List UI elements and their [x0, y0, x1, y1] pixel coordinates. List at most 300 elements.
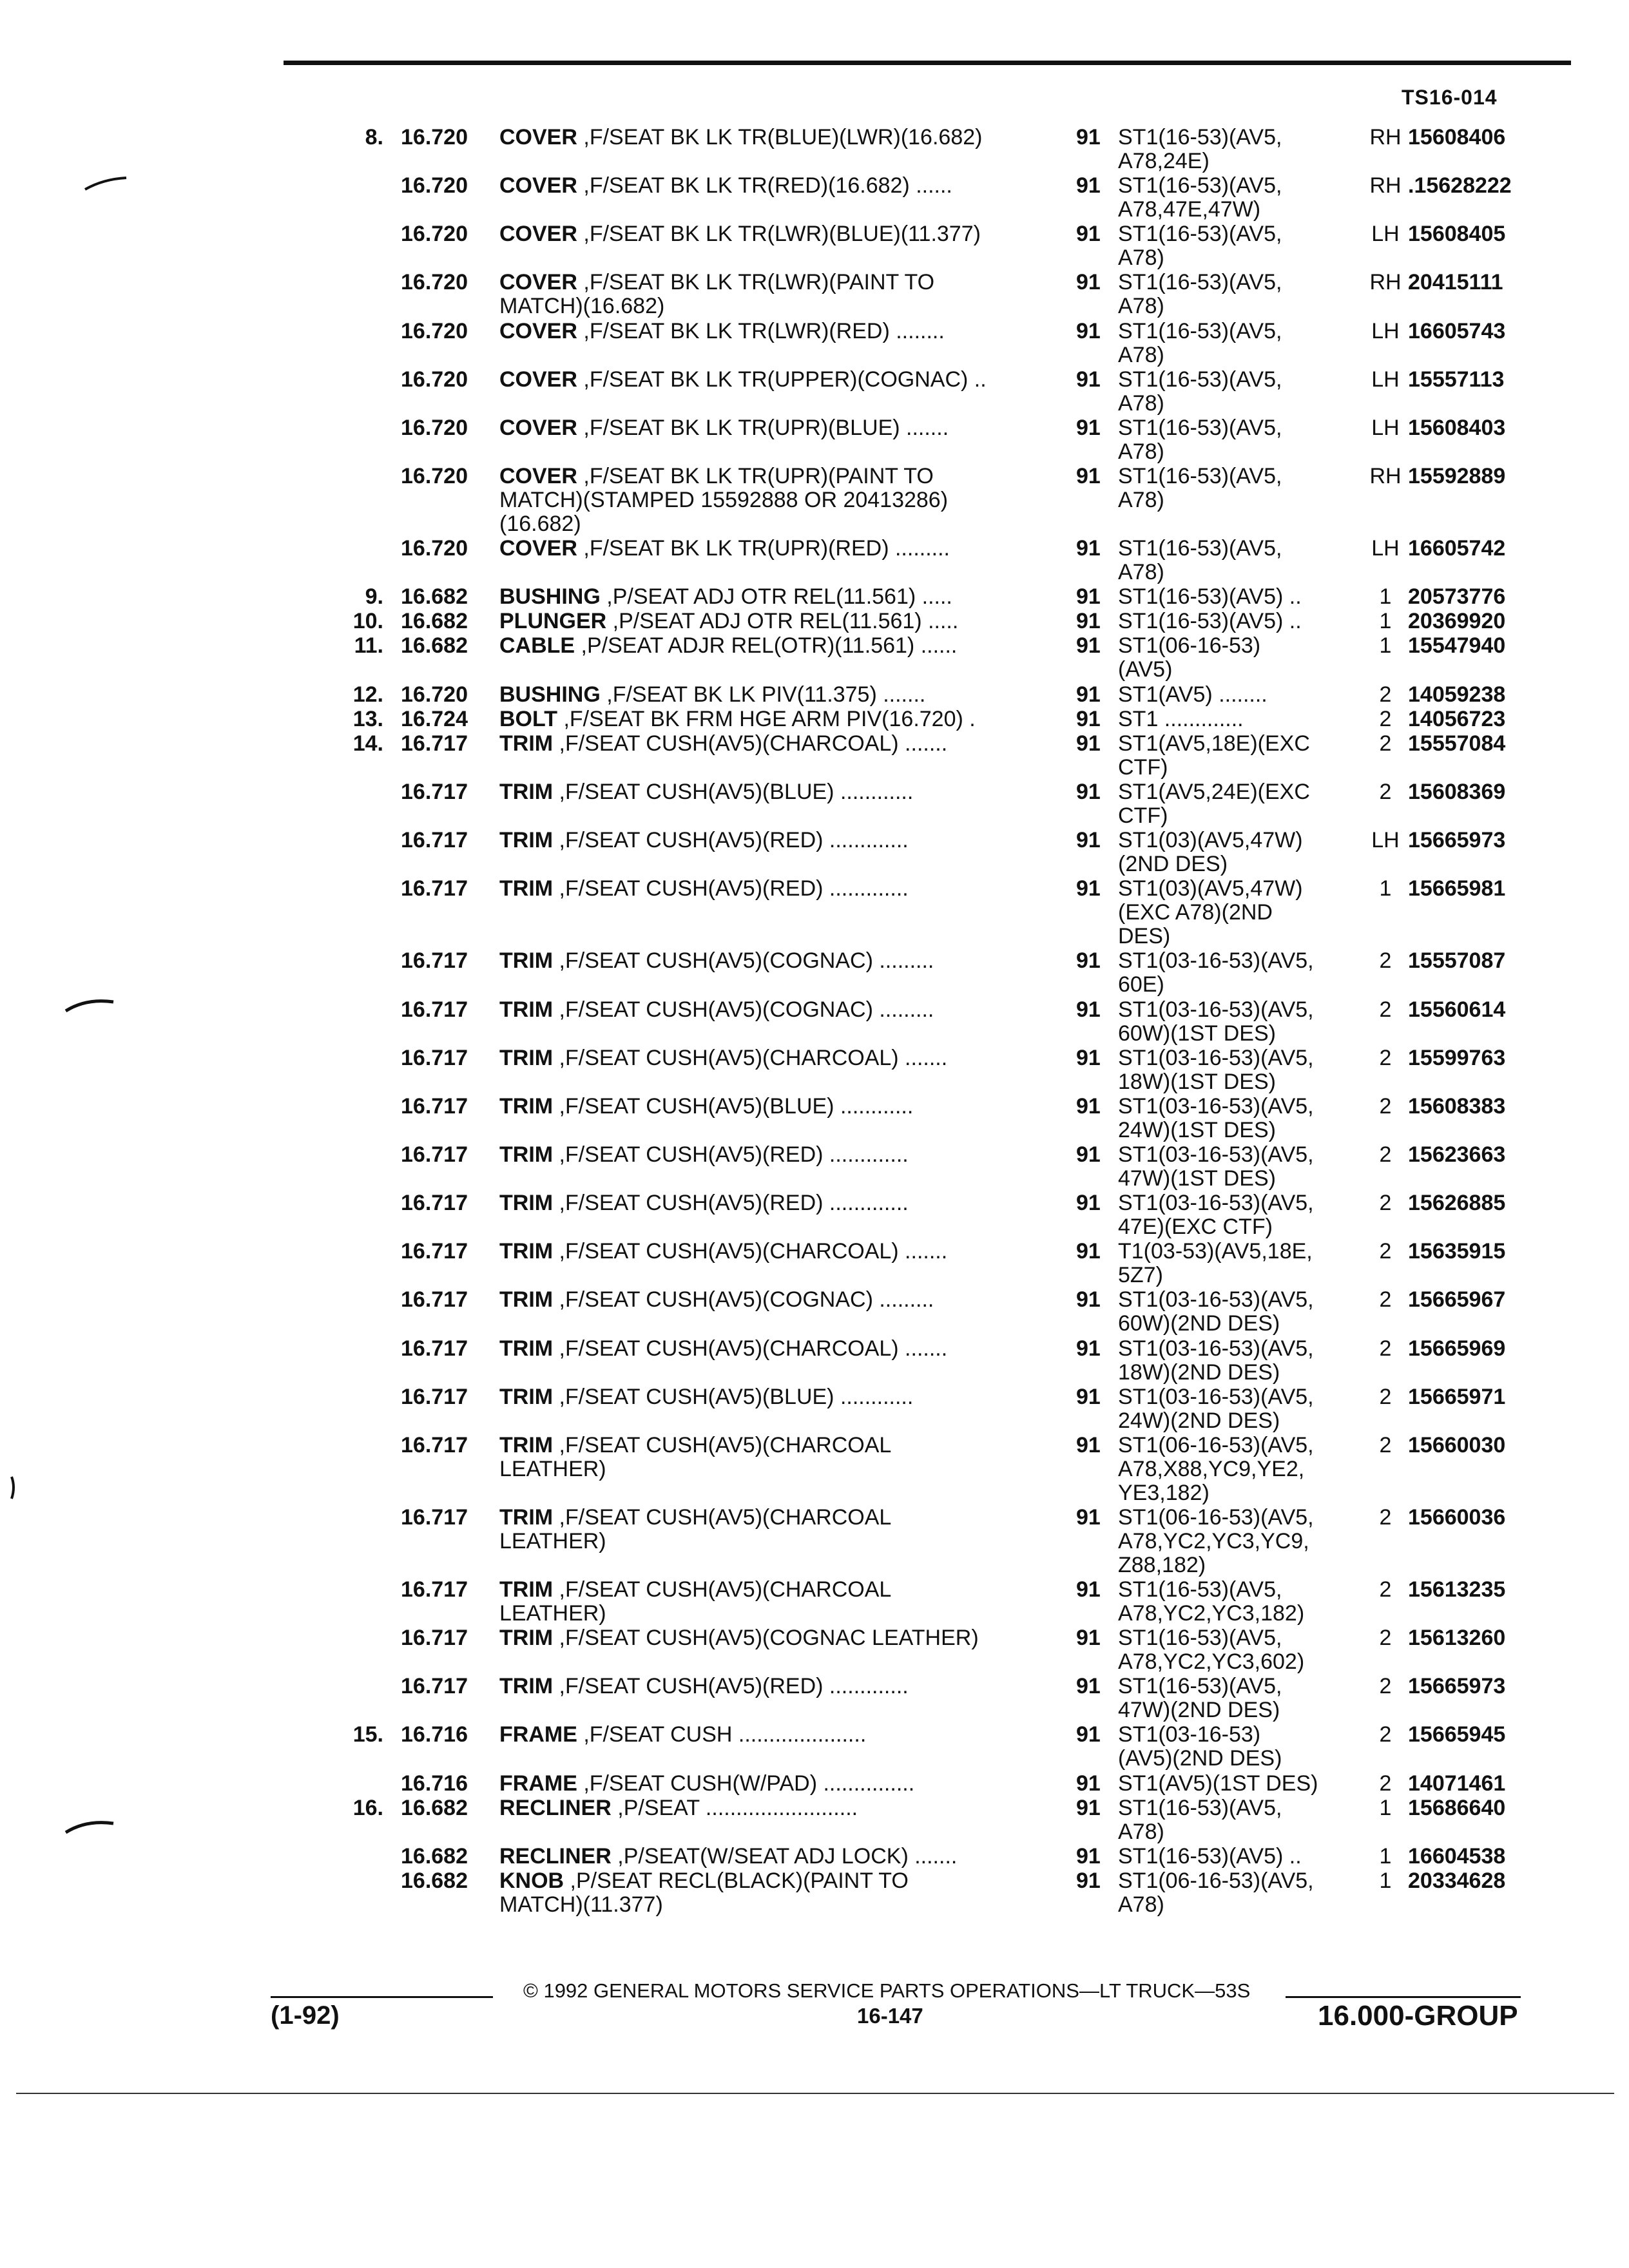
footer-rule-left: [271, 1996, 493, 1998]
part-row: [0, 1675, 1629, 1722]
part-row: [0, 465, 1629, 536]
usage-code: ST1(16-53)(AV5) ..: [1118, 1843, 1302, 1869]
catalog-code: 91: [1076, 1093, 1101, 1119]
part-detail: ,F/SEAT CUSH .....................: [577, 1722, 867, 1747]
group-number: 16.720: [401, 318, 468, 343]
quantity: 2: [1379, 997, 1392, 1022]
quantity: LH: [1371, 318, 1400, 343]
part-description: [499, 780, 1041, 804]
group-number: 16.717: [401, 1336, 468, 1361]
page-number: 16-147: [857, 2004, 923, 2028]
part-number: .15628222: [1408, 173, 1512, 198]
part-name: BUSHING: [499, 584, 601, 610]
catalog-code: 91: [1076, 1384, 1101, 1409]
usage-code: ST1(16-53)(AV5, A78): [1118, 270, 1282, 319]
part-detail: ,F/SEAT BK LK TR(LWR)(RED) ........: [577, 318, 945, 343]
part-detail: ,P/SEAT .........................: [611, 1795, 858, 1820]
part-description: [499, 174, 1041, 198]
quantity: RH: [1369, 463, 1402, 488]
quantity: LH: [1371, 222, 1400, 247]
quantity: 2: [1379, 1093, 1392, 1119]
catalog-code: 91: [1076, 1336, 1101, 1361]
usage-code: ST1(03-16-53) (AV5)(2ND DES): [1118, 1722, 1282, 1771]
quantity: 2: [1379, 1722, 1392, 1747]
usage-code: ST1(06-16-53)(AV5, A78): [1118, 1869, 1314, 1917]
catalog-code: 91: [1076, 1287, 1101, 1312]
catalog-code: 91: [1076, 1722, 1101, 1747]
usage-code: T1(03-53)(AV5,18E, 5Z7): [1118, 1239, 1313, 1288]
part-number: 15557087: [1408, 948, 1506, 974]
part-name: BOLT: [499, 706, 558, 731]
part-detail: ,F/SEAT CUSH(AV5)(RED) .............: [553, 876, 909, 901]
group-number: 16.720: [401, 125, 468, 149]
usage-code: ST1(AV5)(1ST DES): [1118, 1771, 1318, 1796]
part-name: COVER: [499, 270, 577, 295]
usage-code: ST1(16-53)(AV5, A78,YC2,YC3,182): [1118, 1577, 1305, 1626]
usage-code: ST1(06-16-53)(AV5, A78,YC2,YC3,YC9, Z88,182): [1118, 1504, 1314, 1577]
part-description: [499, 271, 1041, 318]
part-name: BUSHING: [499, 682, 601, 707]
part-description: [499, 1675, 1041, 1698]
part-description: [499, 1143, 1041, 1167]
footer-rule-right: [1286, 1996, 1521, 1998]
part-description: [499, 949, 1041, 973]
part-name: FRAME: [499, 1771, 577, 1796]
part-detail: ,F/SEAT BK LK PIV(11.375) .......: [600, 682, 926, 707]
part-detail: ,F/SEAT CUSH(AV5)(CHARCOAL LEATHER): [499, 1432, 892, 1481]
group-number: 16.717: [401, 997, 468, 1022]
part-name: TRIM: [499, 1626, 554, 1651]
group-number: 16.717: [401, 1626, 468, 1651]
part-name: TRIM: [499, 1093, 554, 1119]
part-number: 15608383: [1408, 1093, 1506, 1119]
usage-code: ST1(16-53)(AV5, A78): [1118, 463, 1282, 512]
catalog-code: 91: [1076, 1843, 1101, 1869]
usage-code: ST1(16-53)(AV5, A78,YC2,YC3,602): [1118, 1626, 1305, 1675]
quantity: 1: [1379, 1843, 1392, 1869]
quantity: 1: [1379, 1795, 1392, 1820]
quantity: 2: [1379, 706, 1392, 731]
catalog-code: 91: [1076, 125, 1101, 149]
quantity: 2: [1379, 1674, 1392, 1699]
group-number: 16.682: [401, 609, 468, 634]
part-description: [499, 998, 1041, 1022]
group-number: 16.717: [401, 1093, 468, 1119]
part-description: [499, 1506, 1041, 1553]
part-name: COVER: [499, 318, 577, 343]
catalog-code: 91: [1076, 706, 1101, 731]
part-name: TRIM: [499, 1142, 554, 1167]
bottom-rule: [16, 2093, 1614, 2094]
part-description: [499, 222, 1041, 246]
part-description: [499, 1191, 1041, 1215]
part-number: 16605742: [1408, 536, 1506, 561]
quantity: 2: [1379, 1287, 1392, 1312]
part-number: 15665969: [1408, 1336, 1506, 1361]
usage-code: ST1(03)(AV5,47W) (EXC A78)(2ND DES): [1118, 876, 1303, 949]
catalog-code: 91: [1076, 997, 1101, 1022]
part-description: [499, 1626, 1041, 1650]
part-number: 15665967: [1408, 1287, 1506, 1312]
part-row: [0, 1845, 1629, 1869]
part-number: 15608406: [1408, 125, 1506, 149]
catalog-code: 91: [1076, 633, 1101, 658]
part-name: TRIM: [499, 1504, 554, 1530]
part-description: [499, 465, 1041, 536]
catalog-code: 91: [1076, 1239, 1101, 1264]
part-description: [499, 1288, 1041, 1312]
group-number: 16.720: [401, 270, 468, 295]
quantity: 2: [1379, 1432, 1392, 1457]
group-number: 16.717: [401, 1504, 468, 1530]
part-name: TRIM: [499, 731, 554, 756]
quantity: 2: [1379, 948, 1392, 974]
group-number: 16.682: [401, 584, 468, 610]
quantity: RH: [1369, 173, 1402, 198]
group-number: 16.717: [401, 876, 468, 901]
part-name: TRIM: [499, 1384, 554, 1409]
part-number: 15660030: [1408, 1432, 1506, 1457]
catalog-code: 91: [1076, 1869, 1101, 1893]
part-number: 15665973: [1408, 1674, 1506, 1699]
part-detail: ,F/SEAT CUSH(AV5)(COGNAC) .........: [553, 997, 934, 1022]
catalog-code: 91: [1076, 1142, 1101, 1167]
part-description: [499, 585, 1041, 609]
part-number: 15626885: [1408, 1191, 1506, 1216]
part-name: COVER: [499, 415, 577, 440]
usage-code: ST1(03-16-53)(AV5, 60W)(2ND DES): [1118, 1287, 1314, 1336]
part-detail: ,P/SEAT ADJ OTR REL(11.561) .....: [600, 584, 952, 610]
part-number: 16604538: [1408, 1843, 1506, 1869]
group-number: 16.717: [401, 1045, 468, 1070]
group-number: 16.717: [401, 948, 468, 974]
group-number: 16.720: [401, 415, 468, 440]
catalog-code: 91: [1076, 876, 1101, 901]
part-description: [499, 1337, 1041, 1361]
quantity: 2: [1379, 1771, 1392, 1796]
part-number: 20573776: [1408, 584, 1506, 610]
copyright-line: © 1992 GENERAL MOTORS SERVICE PARTS OPERATIONS—LT TRUCK—53S: [523, 1979, 1251, 2002]
part-description: [499, 1434, 1041, 1481]
part-detail: ,F/SEAT BK LK TR(LWR)(PAINT TO MATCH)(16.682): [499, 270, 935, 319]
usage-code: ST1(03-16-53)(AV5, 60W)(1ST DES): [1118, 997, 1314, 1046]
part-description: [499, 416, 1041, 440]
part-name: KNOB: [499, 1869, 564, 1893]
part-row: [0, 1506, 1629, 1577]
catalog-code: 91: [1076, 1045, 1101, 1070]
catalog-code: 91: [1076, 609, 1101, 634]
figure-number: 14.: [352, 731, 383, 756]
catalog-code: 91: [1076, 367, 1101, 392]
quantity: 2: [1379, 1384, 1392, 1409]
quantity: 1: [1379, 609, 1392, 634]
part-row: [0, 585, 1629, 609]
quantity: 2: [1379, 1239, 1392, 1264]
part-name: COVER: [499, 367, 577, 392]
part-description: [499, 537, 1041, 561]
usage-code: ST1(03-16-53)(AV5, 18W)(1ST DES): [1118, 1045, 1314, 1094]
part-description: [499, 732, 1041, 756]
part-row: [0, 1723, 1629, 1771]
part-name: TRIM: [499, 828, 554, 853]
part-row: [0, 1796, 1629, 1844]
group-number: 16.720: [401, 173, 468, 198]
group-number: 16.720: [401, 222, 468, 247]
part-detail: ,F/SEAT CUSH(AV5)(RED) .............: [553, 828, 909, 853]
quantity: RH: [1369, 270, 1402, 295]
part-name: TRIM: [499, 1432, 554, 1457]
quantity: 2: [1379, 1504, 1392, 1530]
part-row: [0, 1337, 1629, 1385]
usage-code: ST1(16-53)(AV5, A78): [1118, 318, 1282, 367]
part-description: [499, 1385, 1041, 1409]
part-row: [0, 1240, 1629, 1287]
catalog-code: 91: [1076, 1674, 1101, 1699]
part-name: FRAME: [499, 1722, 577, 1747]
group-number: 16.682: [401, 633, 468, 658]
part-description: [499, 1845, 1041, 1869]
part-number: 15665945: [1408, 1722, 1506, 1747]
part-number: 15613235: [1408, 1577, 1506, 1602]
catalog-code: 91: [1076, 1626, 1101, 1651]
part-number: 14071461: [1408, 1771, 1506, 1796]
part-detail: ,F/SEAT CUSH(AV5)(RED) .............: [553, 1142, 909, 1167]
figure-number: 13.: [352, 706, 383, 731]
part-row: [0, 1434, 1629, 1505]
group-number: 16.720: [401, 367, 468, 392]
part-number: 15599763: [1408, 1045, 1506, 1070]
quantity: 2: [1379, 682, 1392, 707]
part-row: [0, 1288, 1629, 1336]
figure-number: 8.: [365, 125, 383, 149]
part-description: [499, 1772, 1041, 1796]
group-number: 16.717: [401, 731, 468, 756]
part-name: COVER: [499, 222, 577, 247]
part-name: TRIM: [499, 1336, 554, 1361]
catalog-code: 91: [1076, 1191, 1101, 1216]
part-name: TRIM: [499, 1191, 554, 1216]
quantity: 2: [1379, 1045, 1392, 1070]
quantity: 1: [1379, 633, 1392, 658]
part-number: 20415111: [1408, 270, 1503, 295]
catalog-code: 91: [1076, 1432, 1101, 1457]
catalog-code: 91: [1076, 682, 1101, 707]
part-detail: ,P/SEAT(W/SEAT ADJ LOCK) .......: [611, 1843, 958, 1869]
part-row: [0, 949, 1629, 997]
part-detail: ,F/SEAT BK LK TR(UPPER)(COGNAC) ..: [577, 367, 987, 392]
part-number: 20334628: [1408, 1869, 1506, 1893]
group-number: 16.682: [401, 1843, 468, 1869]
part-number: 15613260: [1408, 1626, 1506, 1651]
catalog-code: 91: [1076, 318, 1101, 343]
usage-code: ST1(16-53)(AV5, A78): [1118, 1795, 1282, 1844]
part-row: [0, 416, 1629, 464]
part-description: [499, 877, 1041, 901]
part-number: 15557084: [1408, 731, 1506, 756]
usage-code: ST1(16-53)(AV5, A78): [1118, 415, 1282, 464]
part-detail: ,F/SEAT CUSH(AV5)(CHARCOAL LEATHER): [499, 1577, 892, 1626]
part-detail: ,P/SEAT ADJ OTR REL(11.561) .....: [606, 609, 959, 634]
catalog-code: 91: [1076, 222, 1101, 247]
part-detail: ,F/SEAT BK FRM HGE ARM PIV(16.720) .: [557, 706, 976, 731]
part-name: RECLINER: [499, 1843, 612, 1869]
part-row: [0, 998, 1629, 1046]
group-number: 16.724: [401, 706, 468, 731]
part-detail: ,F/SEAT CUSH(AV5)(COGNAC LEATHER): [553, 1626, 979, 1651]
part-detail: ,P/SEAT ADJR REL(OTR)(11.561) ......: [575, 633, 958, 658]
part-description: [499, 320, 1041, 343]
part-detail: ,F/SEAT BK LK TR(UPR)(BLUE) .......: [577, 415, 949, 440]
group-number: 16.717: [401, 1191, 468, 1216]
group-number: 16.717: [401, 1674, 468, 1699]
part-number: 15547940: [1408, 633, 1506, 658]
part-name: TRIM: [499, 1287, 554, 1312]
part-row: [0, 634, 1629, 682]
figure-number: 10.: [352, 609, 383, 634]
part-detail: ,F/SEAT CUSH(AV5)(CHARCOAL) .......: [553, 1239, 948, 1264]
group-number: 16.717: [401, 1577, 468, 1602]
part-detail: ,F/SEAT CUSH(AV5)(BLUE) ............: [553, 1093, 914, 1119]
usage-code: ST1(03-16-53)(AV5, 18W)(2ND DES): [1118, 1336, 1314, 1385]
usage-code: ST1(AV5,24E)(EXC CTF): [1118, 780, 1310, 829]
catalog-code: 91: [1076, 731, 1101, 756]
part-description: [499, 707, 1041, 731]
quantity: 2: [1379, 780, 1392, 805]
catalog-code: 91: [1076, 415, 1101, 440]
part-row: [0, 732, 1629, 780]
part-description: [499, 683, 1041, 707]
figure-number: 11.: [354, 633, 383, 658]
part-name: TRIM: [499, 1239, 554, 1264]
part-description: [499, 1723, 1041, 1747]
usage-code: ST1(16-53)(AV5, A78,47E,47W): [1118, 173, 1282, 222]
quantity: 1: [1379, 584, 1392, 610]
part-number: 15560614: [1408, 997, 1506, 1022]
catalog-code: 91: [1076, 828, 1101, 853]
group-number: 16.717: [401, 1432, 468, 1457]
quantity: 2: [1379, 1142, 1392, 1167]
part-name: TRIM: [499, 1577, 554, 1602]
group-number: 16.716: [401, 1722, 468, 1747]
part-name: TRIM: [499, 876, 554, 901]
group-number: 16.720: [401, 463, 468, 488]
group-number: 16.720: [401, 536, 468, 561]
group-number: 16.717: [401, 1287, 468, 1312]
usage-code: ST1 .............: [1118, 706, 1244, 731]
part-detail: ,F/SEAT CUSH(AV5)(CHARCOAL) .......: [553, 1336, 948, 1361]
part-row: [0, 222, 1629, 270]
part-row: [0, 174, 1629, 222]
part-detail: ,F/SEAT CUSH(AV5)(COGNAC) .........: [553, 948, 934, 974]
part-detail: ,F/SEAT CUSH(W/PAD) ...............: [577, 1771, 915, 1796]
document-id: TS16-014: [1402, 86, 1498, 109]
part-number: 15592889: [1408, 463, 1506, 488]
part-number: 15608403: [1408, 415, 1506, 440]
usage-code: ST1(16-53)(AV5, A78): [1118, 367, 1282, 416]
catalog-code: 91: [1076, 1577, 1101, 1602]
catalog-code: 91: [1076, 1504, 1101, 1530]
usage-code: ST1(AV5) ........: [1118, 682, 1268, 707]
part-description: [499, 610, 1041, 633]
usage-code: ST1(16-53)(AV5, A78): [1118, 536, 1282, 585]
figure-number: 12.: [352, 682, 383, 707]
part-detail: ,F/SEAT CUSH(AV5)(BLUE) ............: [553, 780, 914, 805]
usage-code: ST1(03-16-53)(AV5, 47E)(EXC CTF): [1118, 1191, 1314, 1240]
group-number: 16.716: [401, 1771, 468, 1796]
part-description: [499, 1796, 1041, 1820]
catalog-code: 91: [1076, 948, 1101, 974]
part-number: 20369920: [1408, 609, 1506, 634]
usage-code: ST1(16-53)(AV5, A78,24E): [1118, 125, 1282, 173]
catalog-code: 91: [1076, 463, 1101, 488]
part-name: TRIM: [499, 780, 554, 805]
part-name: COVER: [499, 536, 577, 561]
part-row: [0, 1143, 1629, 1191]
part-detail: ,F/SEAT CUSH(AV5)(CHARCOAL) .......: [553, 1045, 948, 1070]
quantity: 2: [1379, 1336, 1392, 1361]
part-row: [0, 683, 1629, 707]
part-row: [0, 320, 1629, 367]
revision-date: (1-92): [271, 2001, 340, 2030]
part-row: [0, 780, 1629, 828]
part-number: 15557113: [1408, 367, 1505, 392]
part-row: [0, 1191, 1629, 1239]
catalog-code: 91: [1076, 536, 1101, 561]
usage-code: ST1(AV5,18E)(EXC CTF): [1118, 731, 1310, 780]
figure-number: 15.: [352, 1722, 383, 1747]
part-detail: ,F/SEAT BK LK TR(UPR)(RED) .........: [577, 536, 950, 561]
quantity: LH: [1371, 367, 1400, 392]
part-description: [499, 126, 1041, 149]
figure-number: 9.: [365, 584, 383, 610]
part-detail: ,F/SEAT BK LK TR(UPR)(PAINT TO MATCH)(STAMPED 15592888 OR 20413286) (16.682): [499, 463, 949, 536]
part-row: [0, 1772, 1629, 1796]
part-row: [0, 1578, 1629, 1626]
part-detail: ,F/SEAT BK LK TR(BLUE)(LWR)(16.682): [577, 125, 983, 149]
part-detail: ,F/SEAT CUSH(AV5)(COGNAC) .........: [553, 1287, 934, 1312]
part-row: [0, 1869, 1629, 1917]
part-detail: ,F/SEAT CUSH(AV5)(CHARCOAL) .......: [553, 731, 948, 756]
usage-code: ST1(03-16-53)(AV5, 24W)(1ST DES): [1118, 1093, 1314, 1142]
part-detail: ,F/SEAT BK LK TR(LWR)(BLUE)(11.377): [577, 222, 981, 247]
part-number: 14056723: [1408, 706, 1506, 731]
top-rule: [284, 61, 1571, 65]
part-row: [0, 707, 1629, 731]
usage-code: ST1(16-53)(AV5, A78): [1118, 222, 1282, 271]
part-name: PLUNGER: [499, 609, 607, 634]
quantity: LH: [1371, 536, 1400, 561]
group-number: 16.720: [401, 682, 468, 707]
part-row: [0, 877, 1629, 948]
part-description: [499, 1869, 1041, 1917]
usage-code: ST1(06-16-53) (AV5): [1118, 633, 1261, 682]
part-description: [499, 1095, 1041, 1119]
group-label: 16.000-GROUP: [1318, 2000, 1518, 2032]
group-number: 16.717: [401, 1142, 468, 1167]
part-row: [0, 829, 1629, 876]
part-number: 16605743: [1408, 318, 1506, 343]
usage-code: ST1(03-16-53)(AV5, 47W)(1ST DES): [1118, 1142, 1314, 1191]
usage-code: ST1(03-16-53)(AV5, 60E): [1118, 948, 1314, 997]
part-name: TRIM: [499, 1674, 554, 1699]
part-number: 15623663: [1408, 1142, 1506, 1167]
part-description: [499, 634, 1041, 658]
part-row: [0, 1046, 1629, 1094]
catalog-code: 91: [1076, 173, 1101, 198]
catalog-code: 91: [1076, 780, 1101, 805]
quantity: 2: [1379, 1191, 1392, 1216]
part-name: TRIM: [499, 948, 554, 974]
